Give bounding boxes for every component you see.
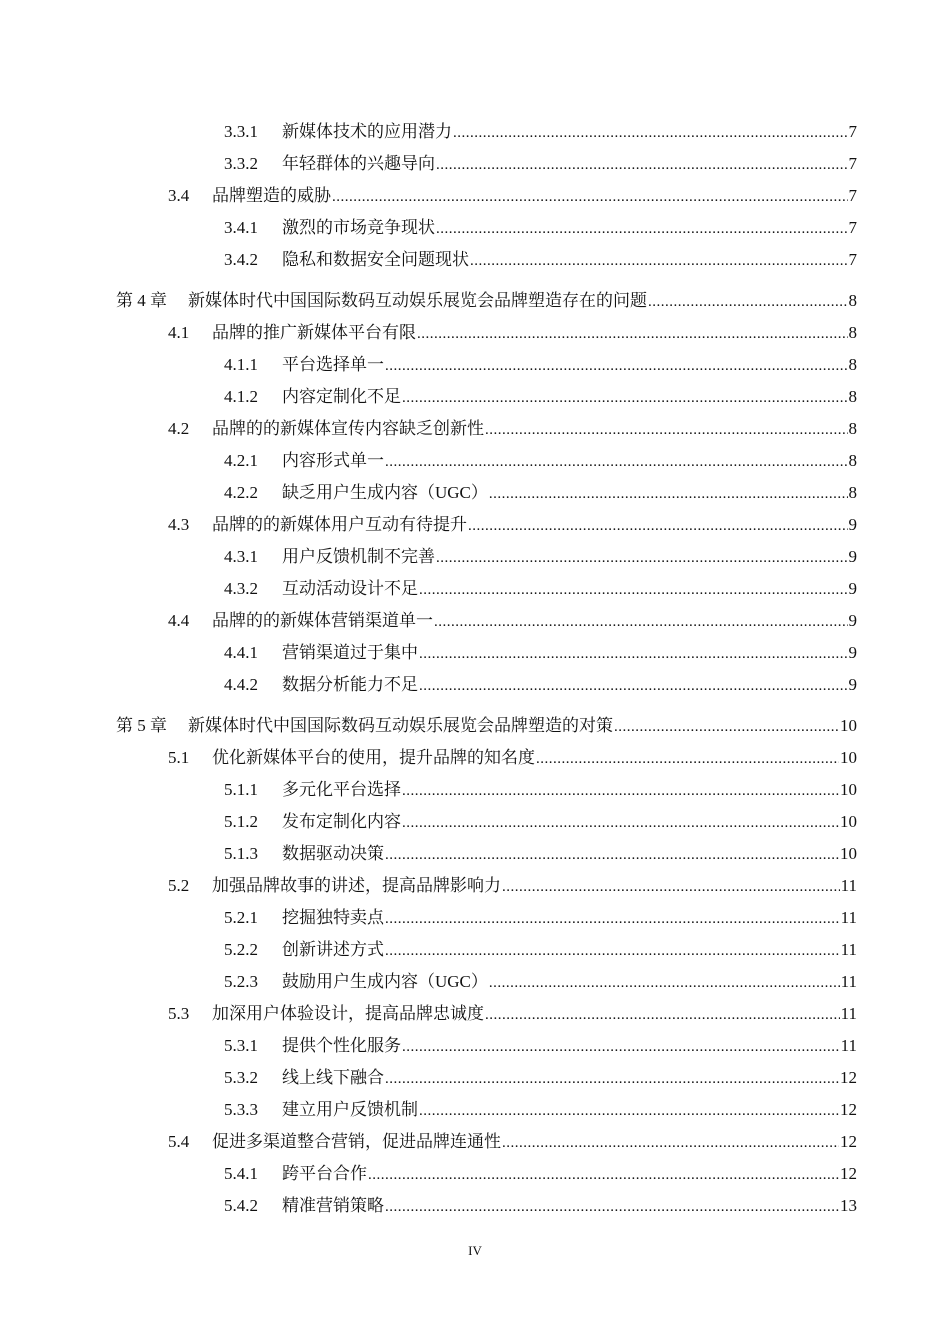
- toc-entry-number: 3.4.1: [224, 218, 258, 237]
- toc-entry[interactable]: [168, 319, 857, 343]
- toc-leader-dots: [436, 154, 848, 174]
- toc-entry-title: 加强品牌故事的讲述，提高品牌影响力: [212, 876, 501, 895]
- toc-leader-dots: [402, 812, 839, 832]
- toc-entry-number: 4.1: [168, 323, 190, 342]
- toc-entry-number: 4.1.2: [224, 387, 258, 406]
- toc-entry[interactable]: [224, 1032, 857, 1056]
- toc-entry[interactable]: [168, 1000, 857, 1024]
- toc-chapter-title: 新媒体时代中国国际数码互动娱乐展览会品牌塑造的对策: [188, 716, 613, 735]
- toc-entry-page: 8: [848, 355, 857, 374]
- toc-entry-page: 9: [848, 611, 857, 630]
- toc-chapter-number: 第 4 章: [116, 291, 167, 310]
- toc-entry-number: 5.3: [168, 1004, 190, 1023]
- toc-entry-page: 7: [848, 186, 857, 205]
- toc-entry-number: 5.2.1: [224, 908, 258, 927]
- toc-entry-title: 互动活动设计不足: [282, 579, 418, 598]
- toc-entry-number: 3.4: [168, 186, 190, 205]
- toc-entry[interactable]: [224, 639, 857, 663]
- toc-leader-dots: [368, 1164, 839, 1184]
- toc-entry-title: 品牌的推广新媒体平台有限: [212, 323, 416, 342]
- toc-leader-dots: [485, 419, 848, 439]
- toc-entry[interactable]: [168, 182, 857, 206]
- toc-leader-dots: [419, 675, 848, 695]
- toc-entry[interactable]: [168, 607, 857, 631]
- toc-entry-number: 4.3: [168, 515, 190, 534]
- toc-entry-number: 5.4.1: [224, 1164, 258, 1183]
- toc-entry-page: 8: [848, 387, 857, 406]
- toc-entry-page: 9: [848, 643, 857, 662]
- toc-entry-number: 5.1.3: [224, 844, 258, 863]
- toc-entry-title: 品牌塑造的威胁: [212, 186, 331, 205]
- toc-entry-page: 8: [848, 323, 857, 342]
- toc-entry[interactable]: [224, 936, 857, 960]
- toc-entry-number: 5.1.2: [224, 812, 258, 831]
- toc-entry-number: 4.4.1: [224, 643, 258, 662]
- toc-entry-title: 缺乏用户生成内容（UGC）: [282, 483, 488, 502]
- toc-entry-number: 4.3.1: [224, 547, 258, 566]
- toc-entry-number: 5.4.2: [224, 1196, 258, 1215]
- toc-entry-title: 发布定制化内容: [282, 812, 401, 831]
- toc-entry[interactable]: [224, 671, 857, 695]
- toc-entry[interactable]: [224, 1192, 857, 1216]
- toc-entry-title: 品牌的的新媒体用户互动有待提升: [212, 515, 467, 534]
- toc-entry-page: 8: [848, 483, 857, 502]
- toc-leader-dots: [536, 748, 839, 768]
- toc-entry-page: 10: [840, 716, 857, 735]
- toc-entry-number: 3.3.2: [224, 154, 258, 173]
- toc-entry[interactable]: [224, 840, 857, 864]
- toc-leader-dots: [385, 908, 840, 928]
- toc-entry-page: 11: [840, 1036, 857, 1055]
- toc-leader-dots: [485, 1004, 840, 1024]
- toc-entry[interactable]: [224, 246, 857, 270]
- toc-leader-dots: [470, 250, 848, 270]
- toc-entry-number: 4.1.1: [224, 355, 258, 374]
- toc-entry-page: 11: [840, 940, 857, 959]
- toc-entry-number: 5.3.2: [224, 1068, 258, 1087]
- toc-entry-title: 加深用户体验设计，提高品牌忠诚度: [212, 1004, 484, 1023]
- toc-leader-dots: [385, 1068, 839, 1088]
- toc-entry[interactable]: [224, 776, 857, 800]
- toc-entry-number: 4.4.2: [224, 675, 258, 694]
- toc-chapter[interactable]: [116, 287, 857, 311]
- toc-leader-dots: [453, 122, 848, 142]
- toc-entry-title: 鼓励用户生成内容（UGC）: [282, 972, 488, 991]
- toc-entry-number: 4.2: [168, 419, 190, 438]
- toc-entry-page: 9: [848, 675, 857, 694]
- toc-entry-title: 精准营销策略: [282, 1196, 384, 1215]
- toc-leader-dots: [436, 547, 848, 567]
- toc-entry-title: 品牌的的新媒体宣传内容缺乏创新性: [212, 419, 484, 438]
- toc-entry[interactable]: [224, 150, 857, 174]
- toc-leader-dots: [419, 1100, 839, 1120]
- toc-entry-page: 10: [840, 748, 857, 767]
- toc-entry[interactable]: [168, 1128, 857, 1152]
- toc-entry-page: 12: [840, 1100, 857, 1119]
- toc-entry-title: 提供个性化服务: [282, 1036, 401, 1055]
- toc-leader-dots: [502, 1132, 839, 1152]
- toc-entry-number: 3.3.1: [224, 122, 258, 141]
- toc-entry-title: 优化新媒体平台的使用，提升品牌的知名度: [212, 748, 535, 767]
- toc-entry[interactable]: [224, 904, 857, 928]
- toc-leader-dots: [419, 579, 848, 599]
- toc-entry[interactable]: [224, 1160, 857, 1184]
- toc-leader-dots: [385, 1196, 839, 1216]
- toc-entry-number: 3.4.2: [224, 250, 258, 269]
- toc-entry-number: 5.3.1: [224, 1036, 258, 1055]
- toc-entry[interactable]: [224, 479, 857, 503]
- toc-entry-title: 平台选择单一: [282, 355, 384, 374]
- toc-entry-title: 挖掘独特卖点: [282, 908, 384, 927]
- toc-entry-title: 多元化平台选择: [282, 780, 401, 799]
- toc-entry-title: 营销渠道过于集中: [282, 643, 418, 662]
- toc-entry[interactable]: [224, 575, 857, 599]
- toc-leader-dots: [385, 940, 840, 960]
- toc-entry-title: 品牌的的新媒体营销渠道单一: [212, 611, 433, 630]
- toc-leader-dots: [402, 1036, 840, 1056]
- toc-entry-page: 9: [848, 515, 857, 534]
- toc-leader-dots: [468, 515, 848, 535]
- toc-entry-title: 年轻群体的兴趣导向: [282, 154, 435, 173]
- toc-entry-title: 新媒体技术的应用潜力: [282, 122, 452, 141]
- toc-leader-dots: [614, 716, 839, 736]
- toc-entry[interactable]: [168, 511, 857, 535]
- toc-entry-title: 促进多渠道整合营销，促进品牌连通性: [212, 1132, 501, 1151]
- toc-entry-page: 10: [840, 780, 857, 799]
- toc-entry-page: 9: [848, 547, 857, 566]
- toc-entry-page: 11: [840, 908, 857, 927]
- toc-entry[interactable]: [168, 744, 857, 768]
- toc-leader-dots: [385, 355, 848, 375]
- toc-entry-title: 建立用户反馈机制: [282, 1100, 418, 1119]
- toc-entry[interactable]: [224, 543, 857, 567]
- toc-entry-page: 8: [848, 291, 857, 310]
- toc-entry[interactable]: [224, 383, 857, 407]
- toc-entry-page: 7: [848, 218, 857, 237]
- toc-leader-dots: [385, 844, 839, 864]
- toc-entry-number: 5.3.3: [224, 1100, 258, 1119]
- toc-entry-title: 数据驱动决策: [282, 844, 384, 863]
- toc-chapter[interactable]: [116, 712, 857, 736]
- toc-entry[interactable]: [224, 351, 857, 375]
- toc-entry[interactable]: [224, 118, 857, 142]
- toc-entry[interactable]: [224, 1064, 857, 1088]
- toc-entry[interactable]: [168, 872, 857, 896]
- toc-entry-title: 数据分析能力不足: [282, 675, 418, 694]
- toc-entry-number: 5.2.3: [224, 972, 258, 991]
- toc-entry-page: 7: [848, 122, 857, 141]
- toc-chapter-title: 新媒体时代中国国际数码互动娱乐展览会品牌塑造存在的问题: [188, 291, 647, 310]
- toc-entry-title: 创新讲述方式: [282, 940, 384, 959]
- toc-entry-title: 隐私和数据安全问题现状: [282, 250, 469, 269]
- toc-entry-number: 5.1.1: [224, 780, 258, 799]
- toc-entry-page: 11: [840, 972, 857, 991]
- toc-entry[interactable]: [224, 214, 857, 238]
- toc-entry-title: 线上线下融合: [282, 1068, 384, 1087]
- toc-entry-page: 10: [840, 812, 857, 831]
- toc-entry-number: 4.3.2: [224, 579, 258, 598]
- toc-entry[interactable]: [224, 808, 857, 832]
- toc-entry-title: 用户反馈机制不完善: [282, 547, 435, 566]
- toc-entry-number: 5.2: [168, 876, 190, 895]
- toc-entry-number: 4.4: [168, 611, 190, 630]
- toc-entry-title: 跨平台合作: [282, 1164, 367, 1183]
- toc-entry-title: 内容定制化不足: [282, 387, 401, 406]
- toc-leader-dots: [502, 876, 840, 896]
- toc-entry-page: 9: [848, 579, 857, 598]
- toc-entry-page: 12: [840, 1132, 857, 1151]
- toc-leader-dots: [417, 323, 848, 343]
- toc-entry-page: 7: [848, 154, 857, 173]
- toc-entry-page: 11: [840, 876, 857, 895]
- toc-leader-dots: [489, 972, 840, 992]
- toc-leader-dots: [648, 291, 848, 311]
- toc-entry-page: 8: [848, 451, 857, 470]
- toc-entry-page: 7: [848, 250, 857, 269]
- page-number-footer: IV: [468, 1243, 482, 1258]
- toc-entry-page: 12: [840, 1164, 857, 1183]
- toc-entry[interactable]: [224, 968, 857, 992]
- toc-entry-page: 10: [840, 844, 857, 863]
- toc-entry-number: 5.4: [168, 1132, 190, 1151]
- toc-entry-title: 内容形式单一: [282, 451, 384, 470]
- toc-entry-title: 激烈的市场竞争现状: [282, 218, 435, 237]
- toc-leader-dots: [489, 483, 848, 503]
- toc-leader-dots: [332, 186, 848, 206]
- toc-entry-page: 13: [840, 1196, 857, 1215]
- toc-entry-number: 5.2.2: [224, 940, 258, 959]
- toc-entry[interactable]: [224, 447, 857, 471]
- toc-leader-dots: [419, 643, 848, 663]
- toc-chapter-number: 第 5 章: [116, 716, 167, 735]
- toc-entry[interactable]: [168, 415, 857, 439]
- toc-entry-number: 5.1: [168, 748, 190, 767]
- toc-entry[interactable]: [224, 1096, 857, 1120]
- toc-entry-page: 12: [840, 1068, 857, 1087]
- toc-entry-page: 8: [848, 419, 857, 438]
- toc-entry-number: 4.2.2: [224, 483, 258, 502]
- toc-leader-dots: [402, 387, 848, 407]
- toc-entry-page: 11: [840, 1004, 857, 1023]
- toc-entry-number: 4.2.1: [224, 451, 258, 470]
- toc-leader-dots: [402, 780, 839, 800]
- toc-leader-dots: [385, 451, 848, 471]
- toc-leader-dots: [434, 611, 848, 631]
- toc-leader-dots: [436, 218, 848, 238]
